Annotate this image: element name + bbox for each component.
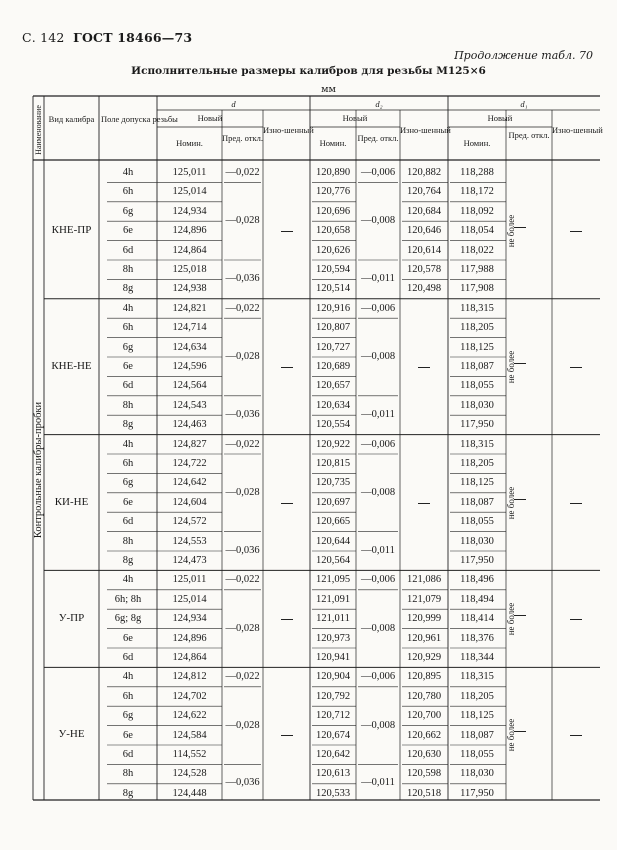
d1-nominal: 118,030 (460, 768, 494, 780)
d-nominal: 124,896 (172, 632, 207, 644)
d2-nominal: 120,554 (315, 419, 351, 431)
tolerance-field: 8h (122, 535, 134, 547)
d2-nominal: 120,594 (315, 264, 351, 275)
tolerance-field: 6e (123, 361, 133, 372)
gauge-kind: КИ-НЕ (54, 495, 89, 508)
d1-worn-dash (570, 231, 582, 232)
d1-worn-dash (570, 503, 582, 504)
d-nominal: 124,463 (172, 419, 207, 431)
d2-nominal: 120,564 (315, 555, 351, 566)
d-nominal: 124,896 (172, 225, 207, 237)
d2-nominal: 120,890 (315, 167, 351, 178)
d-deviation: —0,028 (225, 351, 260, 363)
d2-nominal: 120,815 (315, 458, 351, 469)
d1-nominal: 118,087 (460, 729, 494, 741)
d2-deviation: —0,008 (360, 351, 396, 363)
d-nominal: 124,642 (172, 477, 207, 489)
page-number: С. 142 (22, 30, 65, 45)
d2-nominal: 120,807 (315, 322, 351, 334)
d2-deviation: —0,011 (361, 777, 395, 789)
d-nominal: 124,714 (172, 322, 207, 334)
d1-nominal: 118,055 (460, 516, 494, 528)
d2-worn: 120,578 (406, 264, 442, 275)
d2-worn: 120,700 (406, 710, 442, 722)
tolerance-field: 6h; 8h (114, 593, 142, 605)
d-nominal: 124,622 (172, 710, 207, 722)
standard-code: ГОСТ 18466—73 (73, 30, 193, 45)
header-name-col: Наименование (33, 105, 43, 155)
tolerance-field: 4h (122, 438, 134, 450)
d2-worn: 120,999 (406, 613, 442, 625)
d-nominal: 124,634 (172, 341, 207, 353)
d-nominal: 124,572 (172, 516, 207, 528)
d-worn-dash (281, 367, 293, 368)
d-deviation: —0,028 (225, 622, 260, 634)
tolerance-field: 8h (122, 264, 134, 275)
header-d2: d₂ (375, 99, 383, 109)
header-worn-d2: Изно-шенный (400, 125, 451, 135)
d2-deviation: —0,006 (360, 671, 396, 683)
d2-worn: 120,929 (406, 652, 442, 663)
d2-nominal: 120,916 (315, 302, 351, 314)
header-dev-d1: Пред. откл. (508, 130, 550, 140)
d2-worn: 120,630 (406, 749, 442, 760)
d-nominal: 124,864 (172, 652, 207, 663)
d2-nominal: 120,696 (315, 205, 351, 217)
tolerance-field: 8g (122, 419, 134, 431)
tolerance-field: 8g (122, 787, 134, 799)
d2-worn: 120,961 (406, 632, 442, 644)
d-worn-dash (281, 503, 293, 504)
not-more-label: не более (506, 486, 516, 519)
header-d1: d₁ (520, 99, 528, 109)
d2-deviation: —0,008 (360, 622, 396, 634)
d2-nominal: 120,533 (315, 787, 351, 799)
header-worn-d: Изно-шенный (263, 125, 314, 135)
d-nominal: 125,014 (172, 593, 207, 605)
d1-nominal: 118,022 (460, 244, 494, 256)
d-deviation: —0,022 (225, 167, 260, 178)
d2-nominal: 121,011 (316, 613, 350, 625)
d1-nominal: 118,288 (460, 167, 494, 178)
header-new-d: Новый (197, 113, 223, 123)
tolerance-field: 6h (122, 322, 134, 334)
d-deviation: —0,022 (225, 302, 260, 314)
d-deviation: —0,036 (225, 273, 260, 284)
tolerance-field: 6e (123, 632, 133, 644)
d-deviation: —0,022 (225, 671, 260, 683)
tolerance-field: 4h (122, 302, 134, 314)
tolerance-field: 6e (123, 496, 133, 508)
not-more-label: не более (506, 214, 516, 248)
d-nominal: 125,011 (172, 167, 207, 178)
d2-nominal: 120,665 (315, 516, 351, 528)
d1-nominal: 117,988 (460, 264, 494, 275)
tolerance-field: 8g (122, 555, 134, 566)
d2-nominal: 120,727 (315, 341, 351, 353)
d2-worn: 120,895 (406, 671, 442, 683)
d-nominal: 124,821 (172, 302, 207, 314)
d-nominal: 124,812 (172, 671, 207, 683)
header-field: Поле допуска резьбы (101, 114, 178, 124)
d2-worn: 120,780 (406, 690, 442, 702)
tolerance-field: 6e (123, 729, 133, 741)
d2-nominal: 120,904 (315, 671, 351, 683)
d1-nominal: 117,950 (460, 787, 494, 799)
d-nominal: 124,604 (172, 496, 207, 508)
d1-nominal: 118,496 (460, 574, 494, 586)
d-worn-dash (281, 619, 293, 620)
d1-nominal: 118,414 (460, 613, 494, 625)
gauge-kind: У-ПР (58, 612, 85, 625)
d-deviation: —0,022 (225, 438, 260, 450)
d2-nominal: 120,642 (315, 749, 351, 760)
d2-nominal: 120,634 (315, 399, 351, 411)
d2-worn: 120,646 (406, 225, 442, 237)
tolerance-field: 6g (122, 710, 134, 722)
header-new-d1: Новый (487, 113, 513, 123)
d1-nominal: 117,950 (460, 419, 494, 431)
d-nominal: 124,584 (172, 729, 207, 741)
not-more-label: не более (506, 350, 516, 383)
d2-worn: 120,662 (406, 729, 442, 741)
d2-deviation: —0,011 (361, 408, 395, 420)
d-nominal: 125,014 (172, 186, 207, 198)
d2-nominal: 120,922 (315, 438, 351, 450)
gauge-kind: КНЕ-НЕ (51, 359, 92, 372)
d2-nominal: 120,626 (315, 244, 351, 256)
d2-deviation: —0,011 (361, 273, 395, 284)
tolerance-field: 8h (122, 768, 134, 780)
header-worn-d1: Изно-шенный (552, 125, 603, 135)
d-nominal: 124,722 (172, 458, 207, 469)
d2-deviation: —0,008 (360, 719, 396, 731)
d2-worn: 120,498 (406, 283, 442, 295)
d2-worn: 120,598 (406, 768, 442, 780)
d1-nominal: 118,030 (460, 399, 494, 411)
tolerance-field: 6d (122, 749, 134, 760)
d1-nominal: 118,315 (460, 302, 494, 314)
d1-worn-dash (570, 367, 582, 368)
d1-nominal: 118,172 (460, 186, 494, 198)
gauge-kind: У-НЕ (58, 728, 85, 741)
not-more-label: не более (506, 602, 516, 636)
d-deviation: —0,036 (225, 408, 260, 420)
d2-worn: 120,882 (406, 167, 442, 178)
group-label: Контрольные калибры-пробки (32, 401, 44, 539)
tolerance-field: 6d (122, 652, 134, 663)
tolerance-field: 6h (122, 186, 134, 198)
d2-nominal: 120,941 (315, 652, 351, 663)
d-nominal: 124,596 (172, 361, 207, 372)
d2-nominal: 120,792 (315, 690, 351, 702)
d-worn-dash (281, 231, 293, 232)
d1-nominal: 118,205 (460, 458, 494, 469)
d-nominal: 124,934 (172, 613, 207, 625)
d1-nominal: 118,315 (460, 671, 494, 683)
d2-worn-dash (418, 367, 430, 368)
d1-nominal: 118,087 (460, 496, 494, 508)
d2-nominal: 120,657 (315, 380, 351, 392)
d-deviation: —0,028 (225, 215, 260, 227)
tolerance-field: 8g (122, 283, 134, 295)
d-worn-dash (281, 735, 293, 736)
d2-deviation: —0,008 (360, 487, 396, 498)
d2-worn: 120,614 (406, 244, 442, 256)
d2-nominal: 120,674 (315, 729, 351, 741)
d1-nominal: 118,205 (460, 690, 494, 702)
tolerance-field: 6h (122, 690, 134, 702)
d1-nominal: 118,494 (460, 593, 494, 605)
d1-nominal: 118,092 (460, 205, 494, 217)
header-kind: Вид калибра (48, 114, 95, 124)
d2-nominal: 120,776 (315, 186, 351, 198)
d2-deviation: —0,011 (361, 544, 395, 556)
d2-deviation: —0,006 (360, 438, 396, 450)
d-nominal: 124,827 (172, 438, 207, 450)
d2-worn-dash (418, 503, 430, 504)
d2-deviation: —0,006 (360, 167, 396, 178)
d1-worn-dash (570, 735, 582, 736)
tolerance-field: 6d (122, 380, 134, 392)
tolerance-field: 4h (122, 574, 134, 586)
header-nom-d2: Номин. (319, 138, 347, 148)
d1-nominal: 118,125 (460, 710, 494, 722)
header-d: d (231, 99, 236, 109)
d-nominal: 124,564 (172, 380, 207, 392)
d-deviation: —0,028 (225, 487, 260, 498)
d-nominal: 114,552 (172, 749, 207, 760)
d2-worn: 120,764 (406, 186, 442, 198)
d2-nominal: 121,095 (315, 574, 351, 586)
d1-nominal: 118,055 (460, 749, 494, 760)
d-deviation: —0,036 (225, 544, 260, 556)
d1-nominal: 118,055 (460, 380, 494, 392)
d-deviation: —0,028 (225, 719, 260, 731)
d1-nominal: 118,344 (460, 652, 494, 663)
d1-nominal: 117,908 (460, 283, 494, 295)
d-deviation: —0,022 (225, 574, 260, 586)
d2-worn: 120,684 (406, 205, 442, 217)
unit-label: мм (321, 84, 336, 95)
d-nominal: 124,934 (172, 205, 207, 217)
d-deviation: —0,036 (225, 777, 260, 789)
tolerance-field: 6d (122, 516, 134, 528)
d2-nominal: 120,973 (315, 632, 351, 644)
continuation-note: Продолжение табл. 70 (454, 49, 593, 62)
d1-worn-dash (570, 619, 582, 620)
tolerance-field: 6e (123, 225, 133, 237)
d2-nominal: 120,658 (315, 225, 351, 237)
not-more-label: не более (506, 719, 516, 752)
d2-worn: 121,079 (406, 593, 442, 605)
d1-nominal: 117,950 (460, 555, 494, 566)
d-nominal: 124,702 (172, 690, 207, 702)
d1-nominal: 118,087 (460, 361, 494, 372)
d2-worn: 121,086 (406, 574, 442, 586)
d1-nominal: 118,125 (460, 341, 494, 353)
d2-deviation: —0,006 (360, 302, 396, 314)
header-dev-d: Пред. откл. (222, 133, 263, 143)
d2-deviation: —0,008 (360, 215, 396, 227)
d-nominal: 124,528 (172, 768, 207, 780)
d-nominal: 124,553 (172, 535, 207, 547)
tolerance-field: 4h (122, 167, 134, 178)
d2-nominal: 120,644 (315, 535, 351, 547)
d-nominal: 125,018 (172, 264, 207, 275)
tolerance-field: 8h (122, 399, 134, 411)
tolerance-field: 6g; 8g (114, 613, 142, 625)
d-nominal: 125,011 (172, 574, 207, 586)
d1-nominal: 118,030 (460, 535, 494, 547)
header-dev-d2: Пред. откл. (357, 133, 399, 143)
tolerance-field: 6d (122, 244, 134, 256)
tolerance-field: 6g (122, 477, 134, 489)
d-nominal: 124,864 (172, 244, 207, 256)
tolerance-field: 6g (122, 341, 134, 353)
tolerance-field: 6g (122, 205, 134, 217)
d1-nominal: 118,125 (460, 477, 494, 489)
header-new-d2: Новый (342, 113, 368, 123)
header-nom-d1: Номин. (463, 138, 491, 148)
d-nominal: 124,473 (172, 555, 207, 566)
d1-nominal: 118,054 (460, 225, 494, 237)
d2-nominal: 120,735 (315, 477, 351, 489)
d-nominal: 124,448 (172, 787, 207, 799)
d-nominal: 124,543 (172, 399, 207, 411)
d2-nominal: 120,712 (315, 710, 351, 722)
tolerance-field: 4h (122, 671, 134, 683)
tolerance-field: 6h (122, 458, 134, 469)
d1-nominal: 118,376 (460, 632, 494, 644)
d-nominal: 124,938 (172, 283, 207, 295)
d2-nominal: 121,091 (315, 593, 351, 605)
d2-nominal: 120,613 (315, 768, 351, 780)
d2-deviation: —0,006 (360, 574, 396, 586)
d2-nominal: 120,697 (315, 496, 351, 508)
d1-nominal: 118,315 (460, 438, 494, 450)
d1-nominal: 118,205 (460, 322, 494, 334)
table-title: Исполнительные размеры калибров для резьбы М125×6 (131, 65, 486, 77)
d2-nominal: 120,514 (315, 283, 351, 295)
d2-worn: 120,518 (406, 787, 442, 799)
header-nom-d: Номин. (176, 138, 203, 148)
gauge-kind: КНЕ-ПР (51, 224, 92, 236)
d2-nominal: 120,689 (315, 361, 351, 372)
